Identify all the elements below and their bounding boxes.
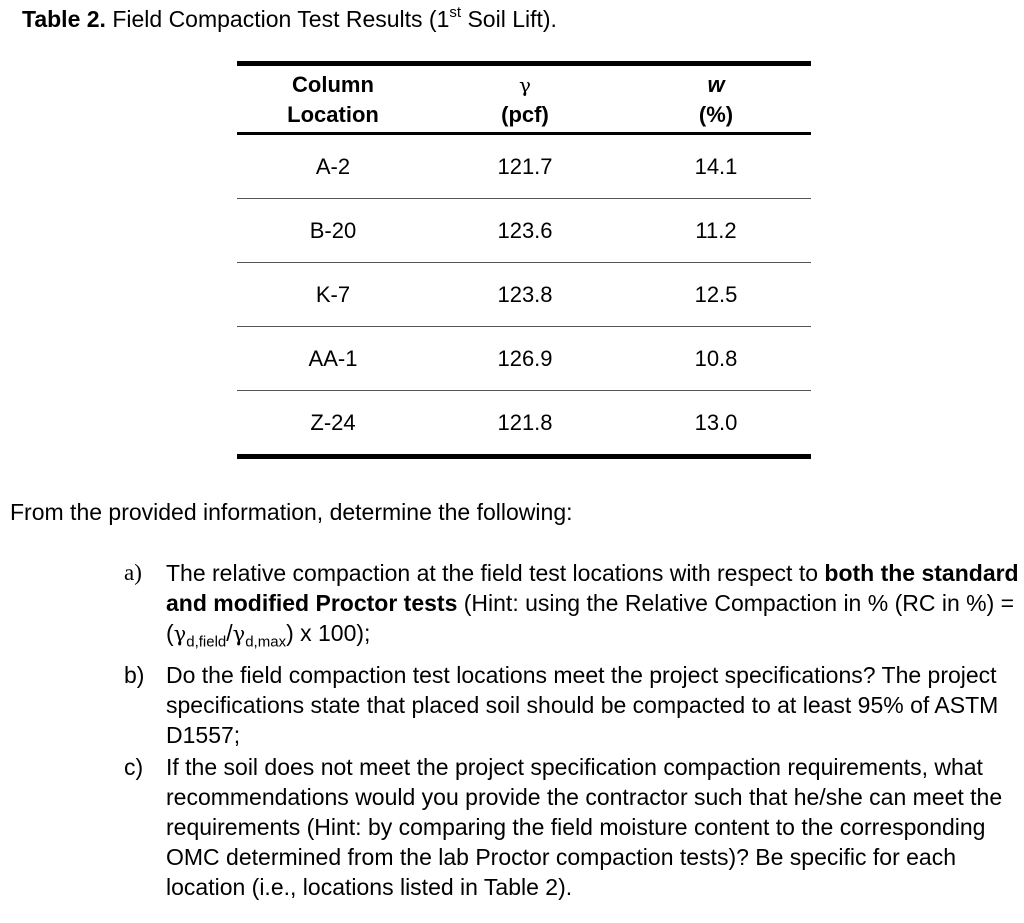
cell-location: K-7 — [315, 281, 351, 307]
cell-gamma: 123.8 — [497, 281, 553, 307]
cell-location: AA-1 — [308, 345, 358, 371]
table-header-row — [237, 64, 811, 134]
header-moisture: w (%) — [698, 72, 734, 127]
table-row — [237, 391, 811, 457]
cell-location: A-2 — [315, 153, 351, 179]
question-b — [124, 660, 1019, 750]
cell-gamma: 121.7 — [497, 153, 553, 179]
cell-gamma: 126.9 — [497, 345, 553, 371]
cell-moisture: 12.5 — [694, 281, 738, 307]
question-text: The relative compaction at the field test locations with respect to both the standard and modified Proctor tests (Hint: using the Relative Compaction in % (RC in %) = $(\gamma_{d,field}/\gamma_{d,max})$ x 100); — [166, 560, 1019, 651]
header-gamma: γ (pcf) — [501, 73, 549, 127]
table-caption — [22, 5, 557, 33]
question-text: Do the field compaction test locations meet the project specifications? The project specifications state that placed soil should be compacted to at least 95% of ASTM D1557; — [166, 661, 999, 748]
header-column-location: Column Location — [287, 72, 379, 127]
results-table-container — [237, 61, 811, 459]
intro-text: From the provided information, determine the following: — [10, 499, 573, 525]
question-marker: b) — [124, 661, 145, 688]
cell-gamma: 121.8 — [497, 409, 553, 435]
caption-label: Table 2. — [22, 6, 106, 32]
question-c — [124, 752, 1019, 902]
cell-location: B-20 — [309, 217, 357, 243]
cell-gamma: 123.6 — [497, 217, 553, 243]
table-row — [237, 199, 811, 263]
caption-text: Field Compaction Test Results (1st Soil Lift). — [112, 4, 557, 32]
cell-moisture: 10.8 — [694, 345, 738, 371]
cell-moisture: 14.1 — [694, 153, 738, 179]
table-row — [237, 134, 811, 199]
cell-location: Z-24 — [310, 409, 356, 435]
table-row — [237, 263, 811, 327]
cell-moisture: 11.2 — [695, 217, 737, 243]
table-row — [237, 327, 811, 391]
question-list — [124, 558, 1019, 904]
question-marker: c) — [124, 753, 144, 780]
results-table — [237, 61, 811, 459]
question-marker: a) — [124, 560, 142, 585]
question-text: If the soil does not meet the project specification compaction requirements, what recommendations would you provide the contractor such that he/she can meet the requirements (Hint: by comparing the field moisture content to the corresponding OMC determined from the lab Proctor compaction tests)? Be specific for each location (i.e., locations listed in Table 2). — [166, 753, 1003, 900]
cell-moisture: 13.0 — [694, 409, 738, 435]
question-a — [124, 558, 1019, 658]
